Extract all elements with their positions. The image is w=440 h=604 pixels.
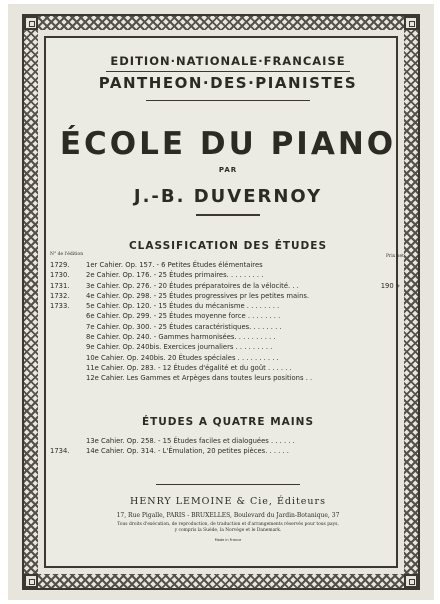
cahier-text: 3e Cahier. Op. 276. - 20 Études préparatoires de la vélocité. . . — [86, 281, 299, 290]
cover-content — [46, 38, 410, 574]
etudes-list — [50, 260, 402, 384]
score-cover-page — [8, 4, 434, 600]
edition-number: 1730. — [50, 271, 70, 280]
price-column-label: Prix net — [386, 254, 404, 259]
corner-knot-ornament — [24, 16, 38, 30]
edition-number-column-label: N° de l'édition — [50, 252, 84, 257]
list-item — [50, 446, 402, 456]
list-item — [50, 291, 402, 301]
edition-number: 1734. — [50, 447, 70, 456]
quatre-mains-list — [50, 436, 402, 457]
divider-line — [106, 71, 350, 72]
list-item — [50, 322, 402, 332]
rights-notice — [52, 522, 404, 534]
cahier-text: 4e Cahier. Op. 298. - 25 Études progressives pr les petites mains. — [86, 291, 310, 300]
cahier-text: 12e Cahier. Les Gammes et Arpèges dans toutes leurs positions . . — [86, 374, 313, 383]
made-in-france-note: Made in France — [214, 538, 242, 542]
cahier-text: 11e Cahier. Op. 283. - 12 Études d'égalité et du goût . . . . . . — [86, 363, 292, 372]
cahier-text: 6e Cahier. Op. 299. - 25 Études moyenne force . . . . . . . . — [86, 312, 281, 321]
cahier-text: 9e Cahier. Op. 240bis. Exercices journaliers . . . . . . . . . — [86, 343, 273, 352]
corner-knot-ornament — [404, 574, 418, 588]
cahier-text: 5e Cahier. Op. 120. - 15 Études du mécanisme . . . . . . . . — [86, 302, 280, 311]
cahier-text: 14e Cahier. Op. 314. - L'Émulation, 20 petites pièces. . . . . . — [86, 447, 289, 456]
quatre-mains-heading: ÉTUDES A QUATRE MAINS — [141, 416, 315, 428]
list-item — [50, 342, 402, 352]
cahier-text: 13e Cahier. Op. 258. - 15 Études faciles et dialoguées . . . . . . — [86, 437, 295, 445]
publisher-address: 17, Rue Pigalle, PARIS - BRUXELLES, Boulevard du Jardin-Botanique, 37 — [116, 512, 340, 519]
divider-line — [156, 484, 300, 485]
cahier-text: 10e Cahier. Op. 240bis. 20 Études spéciales . . . . . . . . . . — [86, 353, 279, 362]
list-item — [50, 373, 402, 383]
list-item — [50, 260, 402, 270]
corner-knot-ornament — [24, 574, 38, 588]
list-item — [50, 436, 402, 446]
page-title: ÉCOLE DU PIANO — [59, 126, 397, 162]
list-item — [50, 301, 402, 311]
corner-knot-ornament — [404, 16, 418, 30]
edition-number: 1732. — [50, 291, 70, 300]
par-label: PAR — [218, 166, 238, 174]
rights-line: Tous droits d'exécution, de reproduction, de traduction et d'arrangements réservés pour tous pays, — [117, 522, 339, 527]
list-item — [50, 363, 402, 373]
list-item — [50, 353, 402, 363]
list-item — [50, 311, 402, 321]
cahier-text: 7e Cahier. Op. 300. - 25 Études caractéristiques. . . . . . . . — [86, 322, 282, 331]
divider-line — [196, 214, 260, 216]
cahier-text: 2e Cahier. Op. 176. - 25 Études primaires. . . . . . . . . — [86, 271, 264, 280]
cahier-text: 8e Cahier. Op. 240. - Gammes harmonisées. . . . . . . . . . — [86, 333, 276, 342]
classification-heading: CLASSIFICATION DES ÉTUDES — [128, 240, 328, 252]
list-item — [50, 281, 402, 291]
author-name: J.-B. DUVERNOY — [133, 186, 323, 207]
price: 190 » — [380, 281, 400, 290]
list-item — [50, 270, 402, 280]
edition-number: 1731. — [50, 281, 70, 290]
list-item — [50, 332, 402, 342]
edition-number: 1729. — [50, 261, 70, 269]
edition-line: EDITION·NATIONALE·FRANCAISE — [110, 54, 346, 68]
publisher-name: HENRY LEMOINE & Cie, Éditeurs — [130, 496, 326, 507]
divider-line — [146, 100, 310, 101]
pantheon-line: PANTHEON·DES·PIANISTES — [98, 74, 358, 92]
edition-number: 1733. — [50, 302, 70, 311]
rights-line: y compris la Suède, la Norvège et le Danemark. — [174, 528, 282, 533]
cahier-text: 1er Cahier. Op. 157. - 6 Petites Études élémentaires — [86, 261, 263, 269]
